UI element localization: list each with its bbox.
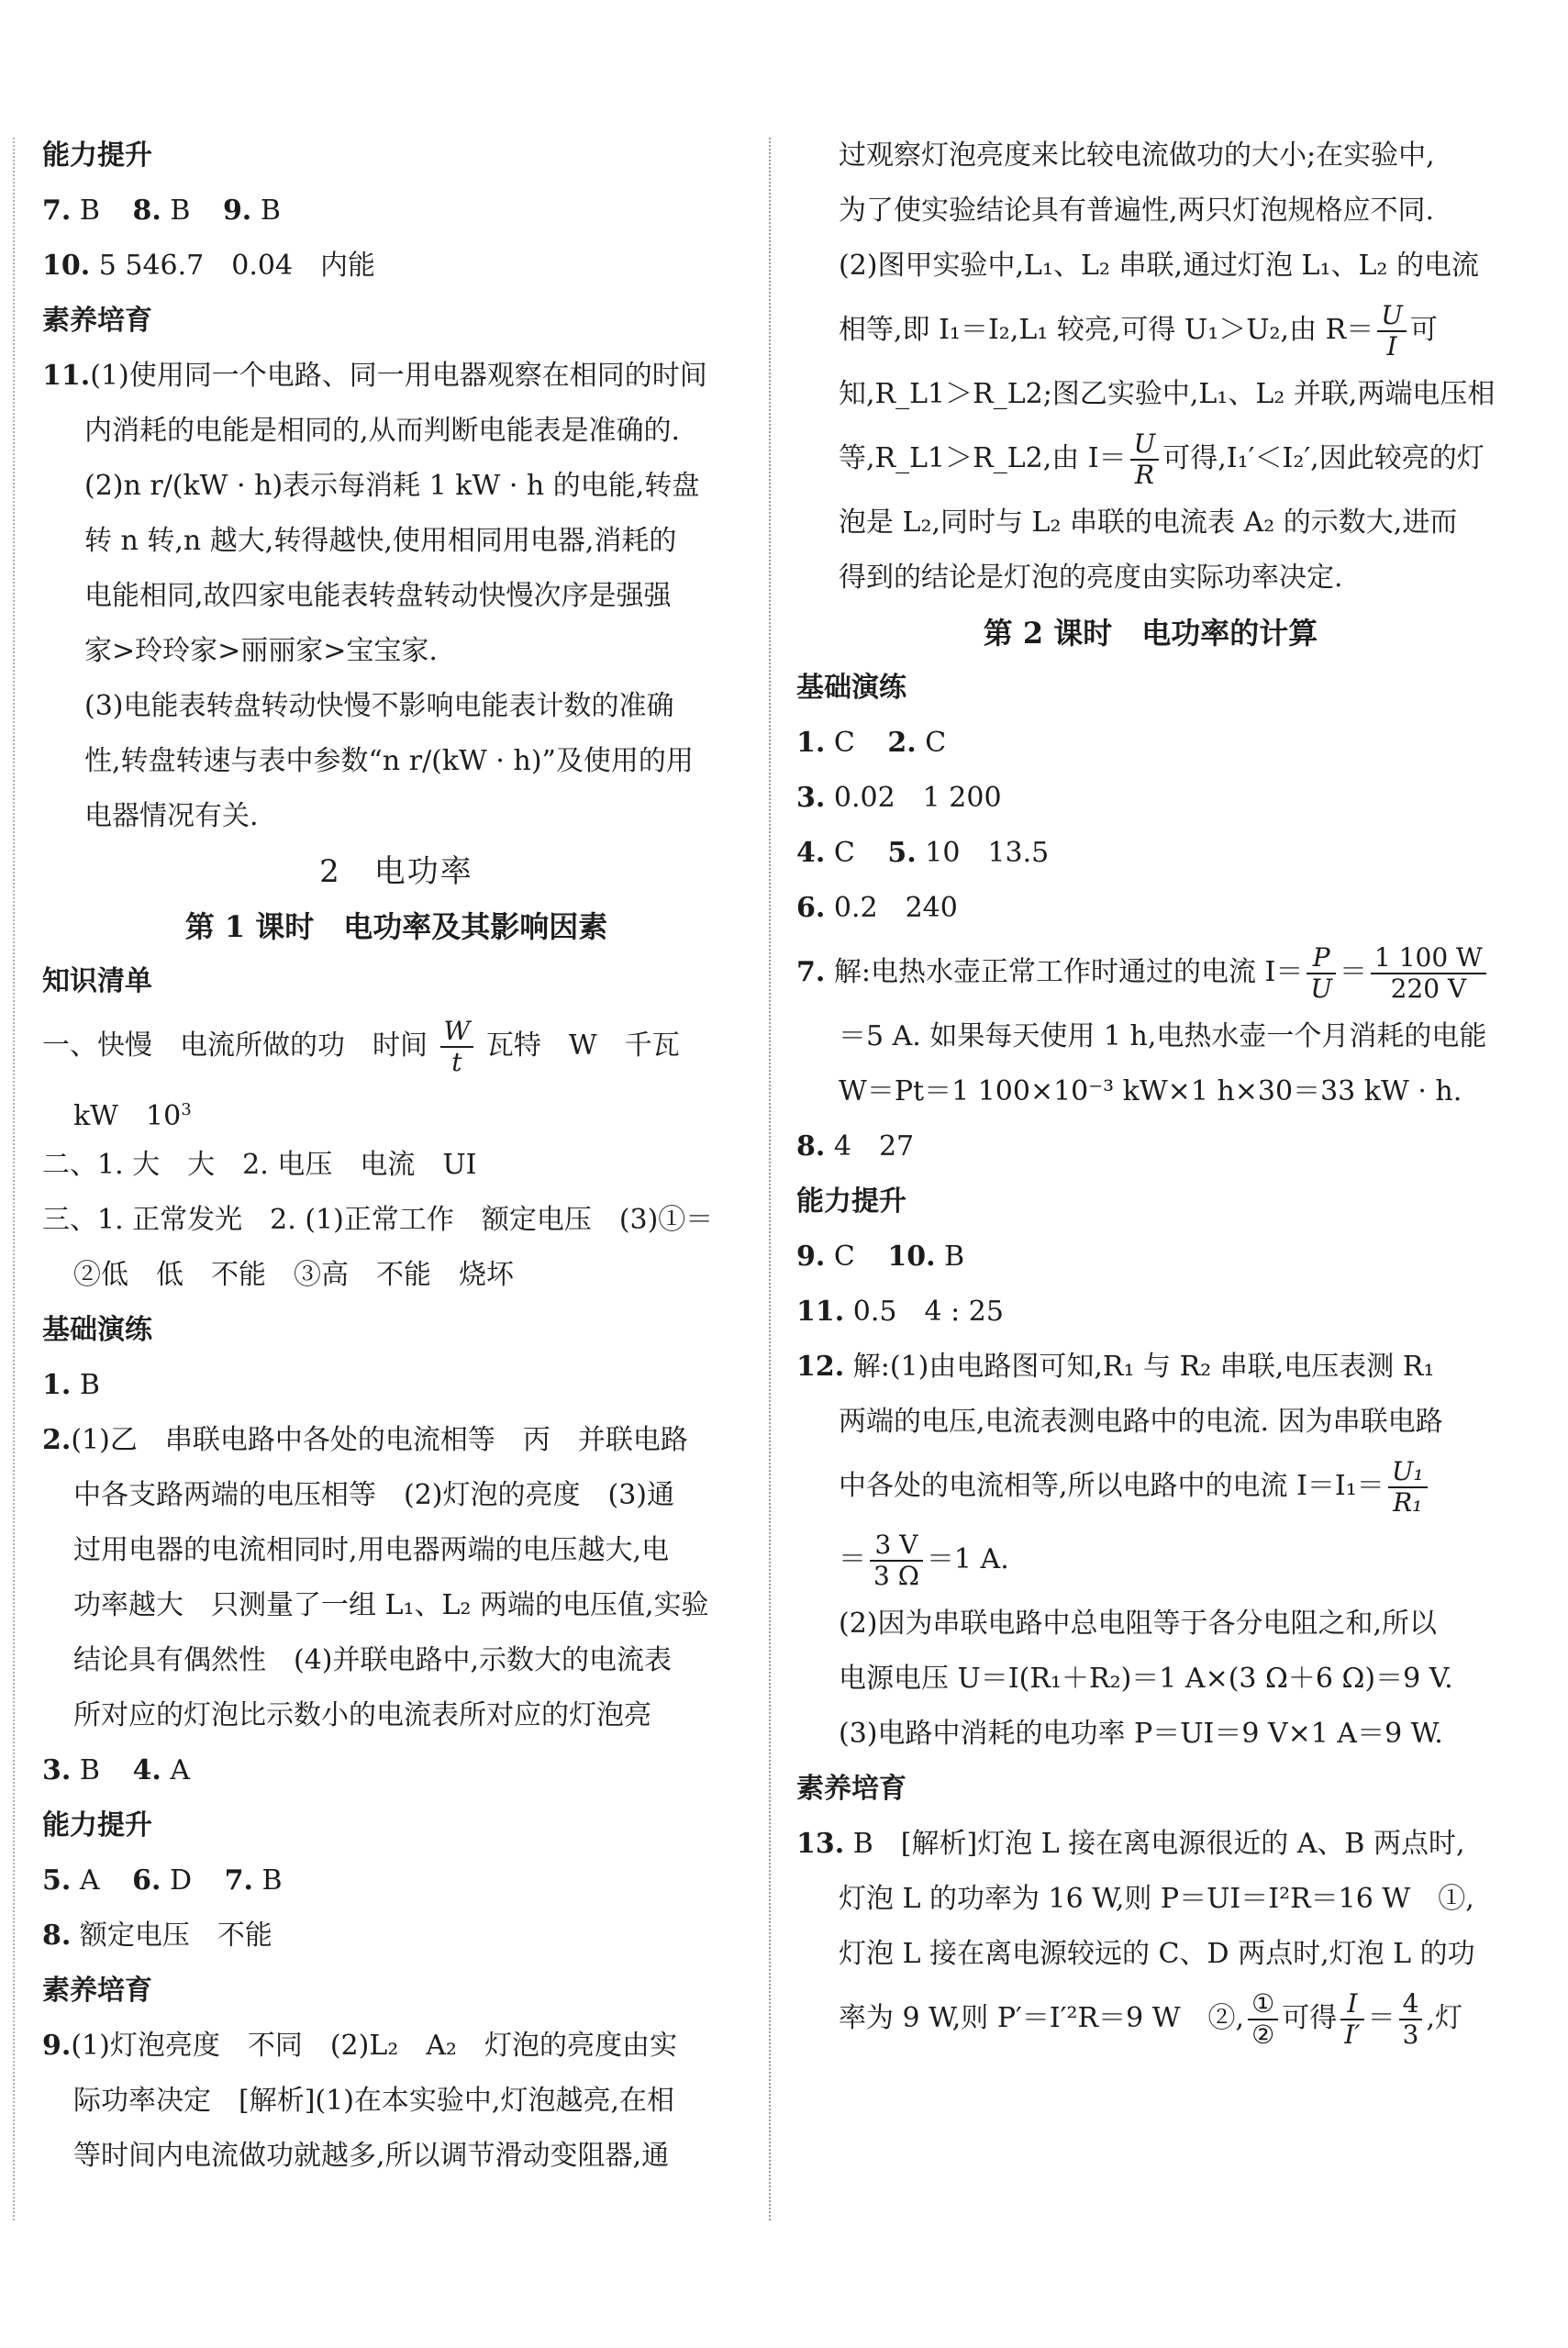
answer-line: 二、1. 大 大 2. 电压 电流 UI xyxy=(42,1149,477,1181)
answer-line: ＝ $\frac{3 V}{3 \Omega}$ ＝1 A. xyxy=(839,1530,1009,1591)
answer-line: (3)电能表转盘转动快慢不影响电能表计数的准确 xyxy=(84,690,674,722)
fraction: $\frac{1 100 W}{220 V}$ xyxy=(1371,943,1486,1004)
section-heading: 能力提升 xyxy=(42,139,152,172)
answer-line: 11. 0.5 4 : 25 xyxy=(796,1296,1004,1328)
column-divider xyxy=(769,138,771,2220)
answer-line: (2)图甲实验中,L₁、L₂ 串联,通过灯泡 L₁、L₂ 的电流 xyxy=(839,250,1479,282)
section-heading: 素养培育 xyxy=(42,305,152,337)
answer-line: 两端的电压,电流表测电路中的电流. 因为串联电路 xyxy=(839,1406,1443,1438)
answer-line: 9. C 10. B xyxy=(796,1241,965,1273)
answer-line: (2)n r/(kW · h)表示每消耗 1 kW · h 的电能,转盘 xyxy=(84,470,700,502)
left-margin-rule xyxy=(13,138,15,2220)
answer-line: 11.(1)使用同一个电路、同一用电器观察在相同的时间 xyxy=(42,360,707,392)
fraction: $\frac{U}{I}$ xyxy=(1377,301,1407,362)
answer-line: 内消耗的电能是相同的,从而判断电能表是准确的. xyxy=(84,415,681,447)
answer-line: 2.(1)乙 串联电路中各处的电流相等 丙 并联电路 xyxy=(42,1424,688,1456)
answer-line: 中各支路两端的电压相等 (2)灯泡的亮度 (3)通 xyxy=(73,1479,674,1511)
section-heading: 素养培育 xyxy=(42,1975,152,2007)
answer-line: (2)因为串联电路中总电阻等于各分电阻之和,所以 xyxy=(839,1608,1438,1640)
answer-line: 家>玲玲家>丽丽家>宝宝家. xyxy=(84,635,438,667)
fraction: $\frac{\text{U₁}}{\text{R₁}}$ xyxy=(1388,1457,1428,1518)
answer-line: 灯泡 L 接在离电源较远的 C、D 两点时,灯泡 L 的功 xyxy=(839,1938,1475,1970)
answer-line: 灯泡 L 的功率为 16 W,则 P＝UI＝I²R＝16 W ①, xyxy=(839,1883,1474,1915)
fraction: $\frac{W}{t}$ xyxy=(440,1017,474,1077)
section-heading: 能力提升 xyxy=(42,1809,152,1842)
answer-line: 8. 额定电压 不能 xyxy=(42,1920,272,1952)
answer-line: 转 n 转,n 越大,转得越快,使用相同用电器,消耗的 xyxy=(84,525,677,557)
answer-line: 过观察灯泡亮度来比较电流做功的大小;在实验中, xyxy=(839,139,1435,172)
answer-line: 过用电器的电流相同时,用电器两端的电压越大,电 xyxy=(73,1534,670,1566)
answer-line: 1. C 2. C xyxy=(796,727,947,759)
answer-line: 电器情况有关. xyxy=(84,800,259,832)
answer-line: 泡是 L₂,同时与 L₂ 串联的电流表 A₂ 的示数大,进而 xyxy=(839,506,1458,539)
answer-line: 等,R_L1＞R_L2,由 I＝ $\frac{U}{R}$ 可得,I₁′＜I₂′,因此较亮的灯 xyxy=(839,428,1485,490)
left-column xyxy=(42,128,751,2184)
answer-line: 电源电压 U＝I(R₁＋R₂)＝1 A×(3 Ω＋6 Ω)＝9 V. xyxy=(839,1663,1453,1695)
section-heading: 素养培育 xyxy=(796,1773,906,1805)
answer-line: ②低 低 不能 ③高 不能 烧坏 xyxy=(73,1259,514,1291)
answer-line: 结论具有偶然性 (4)并联电路中,示数大的电流表 xyxy=(73,1644,673,1676)
lesson-title: 第 2 课时 电功率的计算 xyxy=(983,616,1318,651)
answer-line: 10. 5 546.7 0.04 内能 xyxy=(42,250,376,282)
fraction: $\frac{\text{①}}{\text{②}}$ xyxy=(1248,1989,1278,2050)
answer-line: (3)电路中消耗的电功率 P＝UI＝9 V×1 A＝9 W. xyxy=(839,1718,1443,1750)
answer-line: ＝5 A. 如果每天使用 1 h,电热水壶一个月消耗的电能 xyxy=(839,1020,1487,1052)
answer-line: 三、1. 正常发光 2. (1)正常工作 额定电压 (3)①＝ xyxy=(42,1204,714,1236)
answer-line: W＝Pt＝1 100×10⁻³ kW×1 h×30＝33 kW · h. xyxy=(839,1075,1462,1107)
answer-line: 际功率决定 [解析](1)在本实验中,灯泡越亮,在相 xyxy=(73,2085,674,2117)
section-heading: 能力提升 xyxy=(796,1185,906,1218)
answer-line: 得到的结论是灯泡的亮度由实际功率决定. xyxy=(839,562,1343,594)
fraction: $\frac{U}{R}$ xyxy=(1130,429,1160,490)
answer-line: 7. 解:电热水壶正常工作时通过的电流 I＝ $\frac{P}{U}$ ＝ $\frac{1 100 W}{220 V}$ xyxy=(796,936,1505,1009)
answer-line: 6. 0.2 240 xyxy=(796,892,958,924)
answer-line: kW $10^3$ xyxy=(73,1100,192,1132)
chapter-title: 2 电功率 xyxy=(319,853,473,890)
fraction: $\frac{4}{3}$ xyxy=(1399,1989,1423,2050)
answer-line: 4. C 5. 10 13.5 xyxy=(796,837,1050,869)
answer-line: 电能相同,故四家电能表转盘转动快慢次序是强强 xyxy=(84,580,672,612)
answer-line: 一、快慢 电流所做的功 时间 $\frac{W}{t}$ 瓦特 W 千瓦 xyxy=(42,1016,680,1077)
answer-line: 7. B 8. B 9. B xyxy=(42,195,281,227)
fraction: $\frac{P}{U}$ xyxy=(1307,943,1336,1004)
lesson-title: 第 1 课时 电功率及其影响因素 xyxy=(184,909,608,944)
answer-line: 9.(1)灯泡亮度 不同 (2)L₂ A₂ 灯泡的亮度由实 xyxy=(42,2030,677,2062)
fraction: $\frac{I}{I'}$ xyxy=(1340,1989,1363,2050)
answer-line: 5. A 6. D 7. B xyxy=(42,1864,283,1897)
answer-line: 相等,即 I₁＝I₂,L₁ 较亮,可得 U₁＞U₂,由 R＝ $\frac{U}{I}$ 可 xyxy=(839,300,1438,362)
answer-line: 率为 9 W,则 P′＝I′²R＝9 W ②, $\frac{\text{①}}{\text{②}}$ 可得 $\frac{I}{I'}$ ＝ $\frac{4}{3}$ ,灯 xyxy=(839,1988,1462,2050)
right-column xyxy=(796,128,1505,2055)
section-heading: 基础演练 xyxy=(42,1314,152,1346)
section-heading: 知识清单 xyxy=(42,965,152,997)
fraction: $\frac{3 V}{3 \Omega}$ xyxy=(870,1530,923,1591)
answer-line: 性,转盘转速与表中参数“n r/(kW · h)”及使用的用 xyxy=(84,745,694,777)
answer-line: 为了使实验结论具有普遍性,两只灯泡规格应不同. xyxy=(839,195,1435,227)
answer-line: 8. 4 27 xyxy=(796,1130,915,1163)
answer-line: 所对应的灯泡比示数小的电流表所对应的灯泡亮 xyxy=(73,1699,651,1731)
answer-line: 3. B 4. A xyxy=(42,1754,191,1786)
answer-line: 中各处的电流相等,所以电路中的电流 I＝I₁＝ $\frac{\text{U₁}}{\text{R₁}}$ xyxy=(796,1450,1505,1523)
answer-line: 功率越大 只测量了一组 L₁、L₂ 两端的电压值,实验 xyxy=(73,1589,709,1621)
section-heading: 基础演练 xyxy=(796,672,906,704)
answer-line: 12. 解:(1)由电路图可知,R₁ 与 R₂ 串联,电压表测 R₁ xyxy=(796,1351,1435,1383)
answer-line: 1. B xyxy=(42,1369,100,1401)
answer-line: 等时间内电流做功就越多,所以调节滑动变阻器,通 xyxy=(73,2140,670,2172)
answer-line: 知,R_L1＞R_L2;图乙实验中,L₁、L₂ 并联,两端电压相 xyxy=(839,378,1496,410)
answer-line: 3. 0.02 1 200 xyxy=(796,782,1002,814)
answer-line: 13. B [解析]灯泡 L 接在离电源很近的 A、B 两点时, xyxy=(796,1828,1465,1860)
